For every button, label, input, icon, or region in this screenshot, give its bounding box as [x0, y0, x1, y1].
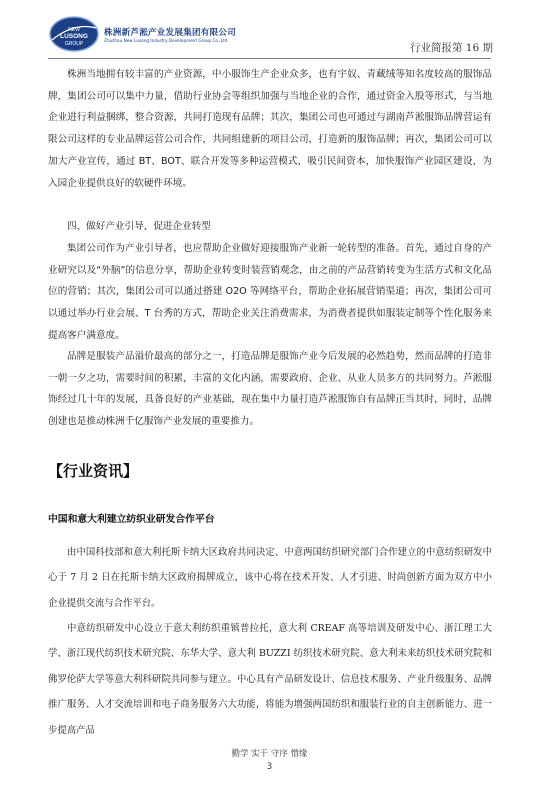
company-logo	[48, 14, 100, 54]
subsection-heading: 四、做好产业引导，促进企业转型	[67, 221, 211, 232]
body-paragraph-1: 株洲当地拥有较丰富的产业资源，中小服饰生产企业众多，也有宇奴、青藏绒等知名度较高的服饰品牌，集团公司可以集中力量，借助行业协会等组织加强与当地企业的合作，通过资金入股等形式，与当地企业进行利益捆绑，整合资源，共同打造现有品牌；其次，集团公司也可通过与湖南芦淞服饰品牌营运有限公司这样的专业品牌运营公司合作，共同组建新的项目公司，打造新的服饰品牌；再次，集团公司可以加大产业宣传，通过 BT、BOT、联合开发等多种运营模式，吸引民间资本，加快服饰产业园区建设，为入园企业提供良好的软硬件环境。	[48, 69, 492, 189]
news-paragraph-2: 中意纺织研发中心设立于意大利纺织重镇普拉托，意大利 CREAF 高等培训及研发中心、浙江理工大学、浙江现代纺织技术研究院、东华大学、意大利 BUZZI 纺织技术研究院、意大利未来纺织技术研究院和佛罗伦萨大学等意大利科研院共同参与建立。中心具有产品研发设计、信息技术服务、产业升级服务、品牌推广服务、人才交流培训和电子商务服务六大功能，将能为增强两国纺织和服装行业的自主创新能力、进一步提高产品	[48, 623, 492, 736]
header-rule	[48, 58, 491, 59]
issue-number: 行业简报第 16 期	[409, 42, 493, 54]
page-header	[0, 0, 539, 62]
news-paragraph-1: 由中国科技部和意大利托斯卡纳大区政府共同决定、中意两国纺织研究部门合作建立的中意纺织研发中心于 7 月 2 日在托斯卡纳大区政府揭牌成立，该中心将在技术开发、人才引进、时尚创新方面为双方中小企业提供交流与合作平台。	[48, 547, 492, 609]
page-number: 3	[266, 762, 273, 772]
footer-motto: 勤学 实干 守序 惜缘	[231, 749, 308, 759]
news-headline: 中国和意大利建立纺织业研发合作平台	[48, 514, 215, 525]
svg-text:NEW: NEW	[68, 27, 80, 33]
svg-text:LUSONG: LUSONG	[60, 33, 88, 40]
section-title: 【行业资讯】	[48, 462, 139, 480]
company-name-en: Zhuzhou New Lusong Industry Development Group Co.,Ltd	[104, 38, 228, 43]
body-paragraph-3: 品牌是服装产品溢价最高的部分之一，打造品牌是服饰产业今后发展的必然趋势，然而品牌的打造非一朝一夕之功，需要时间的积累，丰富的文化内涵，需要政府、企业、从业人员多方的共同努力。芦淞服饰经过几十年的发展，具备良好的产业基础，现在集中力量打造芦淞服饰自有品牌正当其时，同时，品牌创建也是推动株洲千亿服饰产业发展的重要推力。	[48, 351, 492, 428]
svg-text:GROUP: GROUP	[64, 41, 84, 47]
company-name-cn: 株洲新芦淞产业发展集团有限公司	[104, 28, 237, 38]
body-paragraph-2: 集团公司作为产业引导者，也应帮助企业做好迎接服饰产业新一轮转型的准备。首先，通过自身的产业研究以及“外脑”的信息分享，帮助企业转变时装营销观念，由之前的产品营销转变为生活方式和文化品位的营销；其次，集团公司可以通过搭建 O2O 等网络平台，帮助企业拓展营销渠道；再次，集团公司可以通过举办行业会展、T 台秀的方式，帮助企业关注消费需求，为消费者提供如服装定制等个性化服务来提高客户满意度。	[48, 243, 492, 341]
